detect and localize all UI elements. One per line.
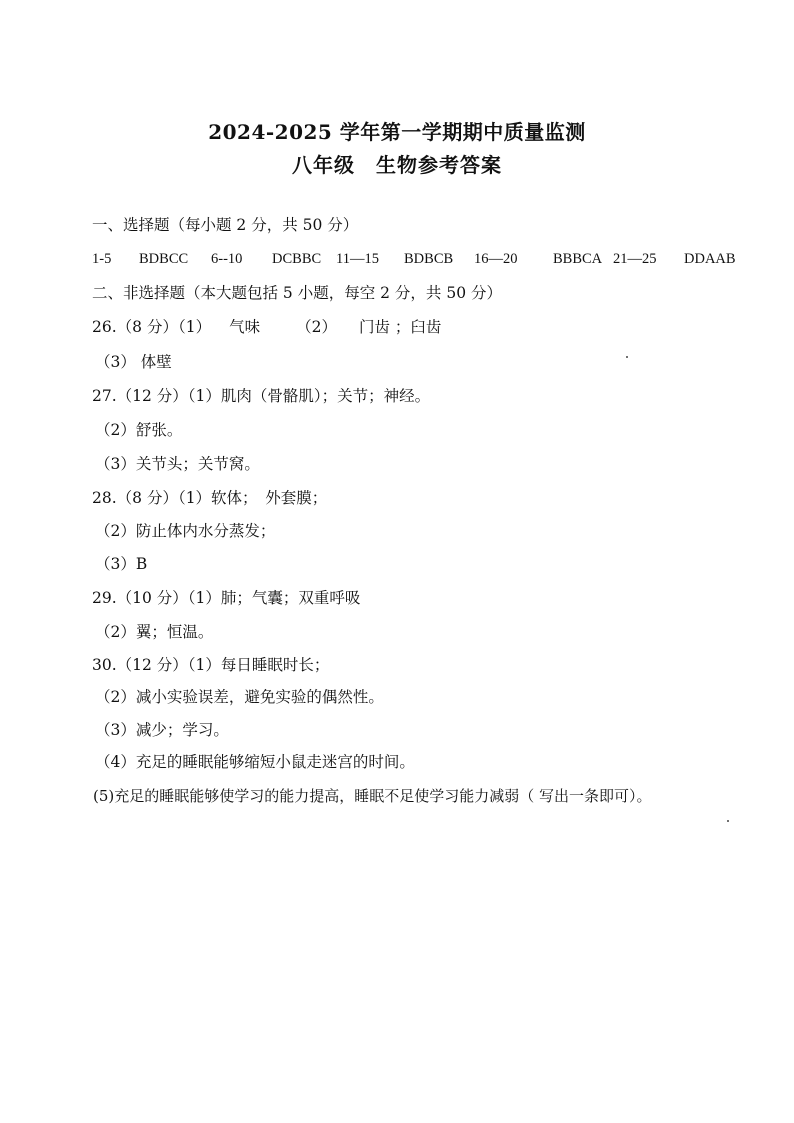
q28-line2: （2）防止体内水分蒸发；	[95, 522, 276, 540]
mc-range-2: 6--10	[211, 251, 243, 267]
mc-answer-1: BDBCC	[139, 251, 189, 267]
exam-title: 2024-2025 学年第一学期期中质量监测	[208, 120, 586, 144]
q29-line2: （2）翼；恒温。	[95, 623, 214, 641]
q30-line4: （4）充足的睡眠能够缩短小鼠走迷宫的时间。	[95, 753, 415, 771]
q26-line1	[92, 317, 441, 337]
q27-line2: （2）舒张。	[95, 421, 183, 439]
section1-heading: 一、选择题（每小题 2 分，共 50 分）	[92, 216, 359, 234]
mc-answer-4: BBBCA	[553, 251, 603, 267]
mc-range-1: 1-5	[92, 251, 112, 267]
q30-line2: （2）减小实验误差，避免实验的偶然性。	[95, 688, 384, 706]
section2-heading: 二、非选择题（本大题包括 5 小题，每空 2 分，共 50 分）	[92, 284, 503, 302]
mc-range-3: 11—15	[336, 251, 379, 267]
mc-answer-5: DDAAB	[684, 251, 736, 267]
q26-p1-answer: 气味	[229, 318, 261, 336]
mc-range-5: 21—25	[613, 251, 657, 267]
q26-p2-label: （2）	[296, 318, 337, 336]
q26-p2-answer: 门齿 ；臼齿	[358, 318, 442, 336]
mc-answer-3: BDBCB	[404, 251, 454, 267]
q30-line3: （3）减少；学习。	[95, 721, 229, 739]
scan-speck	[727, 820, 729, 822]
q27-line3: （3）关节头；关节窝。	[95, 455, 260, 473]
scan-speck	[626, 356, 628, 358]
q30-line1: 30.（12 分）（1）每日睡眠时长；	[92, 656, 330, 674]
mc-range-4: 16—20	[474, 251, 518, 267]
q26-p1-label: （1）	[177, 318, 212, 336]
q29-line1: 29.（10 分）（1）肺；气囊；双重呼吸	[92, 589, 361, 607]
mc-answer-2: DCBBC	[272, 251, 322, 267]
q28-line3: （3）B	[95, 555, 148, 573]
q26-head: 26.（8 分）	[92, 318, 178, 336]
q30-line5: (5)充足的睡眠能够使学习的能力提高，睡眠不足使学习能力减弱（ 写出一条即可）。	[93, 787, 652, 805]
q28-line1: 28.（8 分）（1）软体； 外套膜；	[92, 489, 328, 507]
exam-subtitle: 八年级 生物参考答案	[292, 153, 502, 177]
q26-line2: （3） 体壁	[95, 353, 172, 371]
q27-line1: 27.（12 分）（1）肌肉（骨骼肌）；关节；神经。	[92, 387, 431, 405]
